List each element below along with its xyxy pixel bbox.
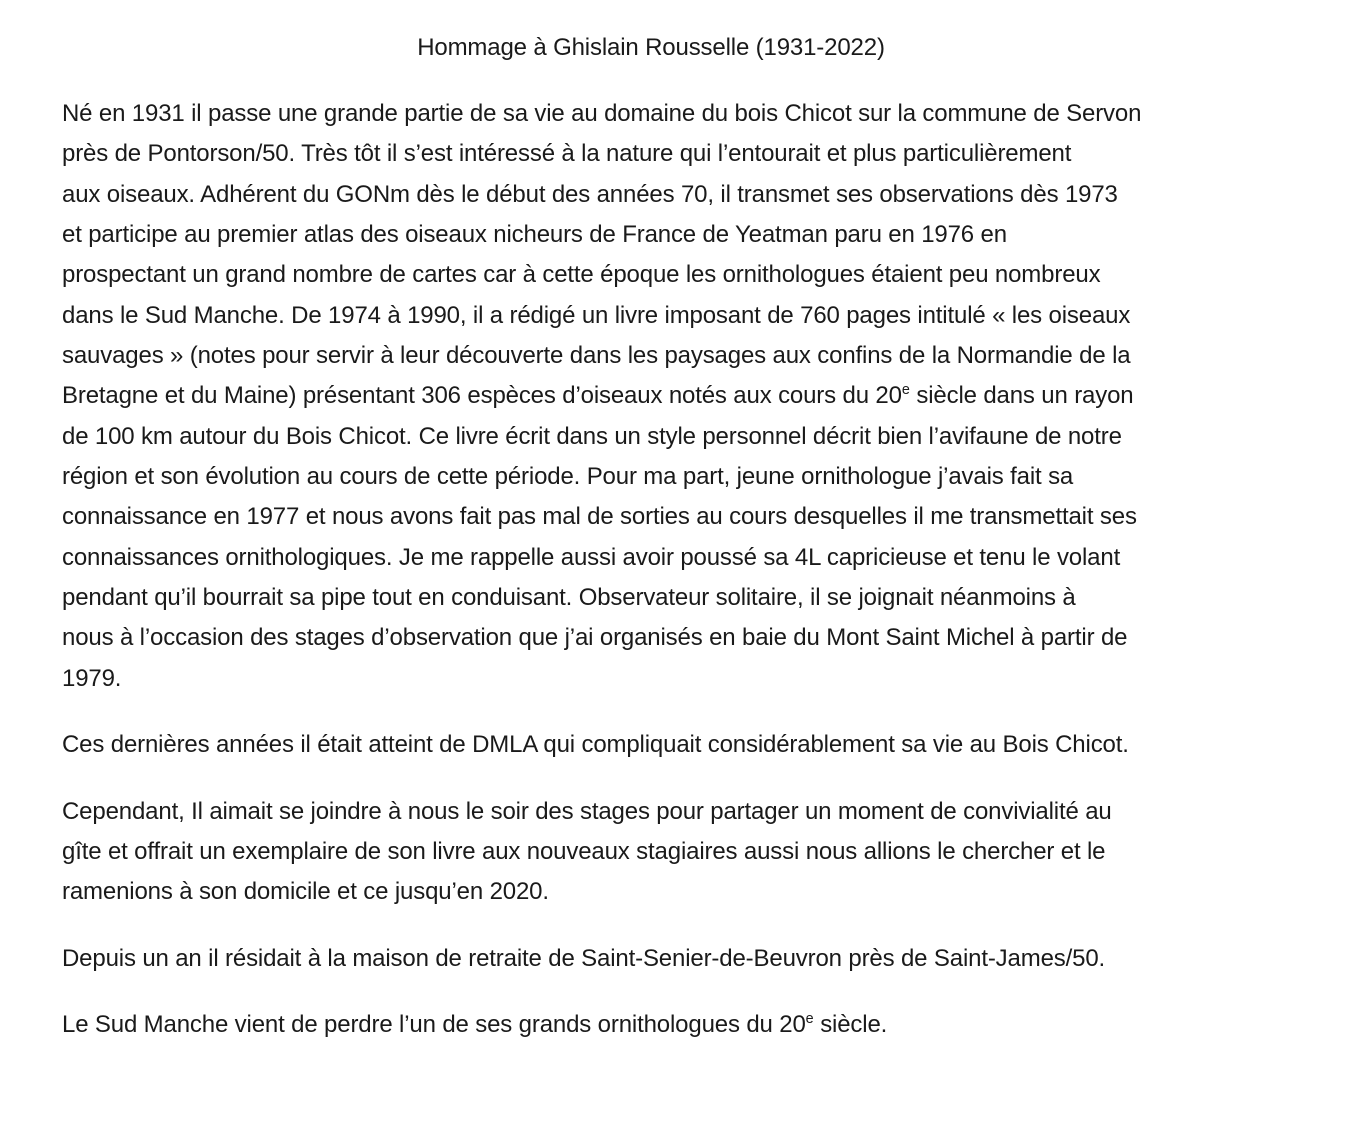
text-line: Bretagne et du Maine) présentant 306 espèces d’oiseaux notés aux cours du 20e siècle dans un rayon [62,382,1134,410]
text-line: nous à l’occasion des stages d’observation que j’ai organisés en baie du Mont Saint Michel à partir de [62,624,1128,652]
text-line: connaissance en 1977 et nous avons fait pas mal de sorties au cours desquelles il me transmettait ses [62,503,1137,531]
text-line: dans le Sud Manche. De 1974 à 1990, il a rédigé un livre imposant de 760 pages intitulé « les oiseaux [62,301,1131,329]
text-line: Né en 1931 il passe une grande partie de sa vie au domaine du bois Chicot sur la commune de Servon [62,100,1142,127]
text-line: gîte et offrait un exemplaire de son livre aux nouveaux stagiaires aussi nous allions le chercher et le [62,837,1106,865]
paragraph [62,939,1290,979]
text-line: aux oiseaux. Adhérent du GONm dès le début des années 70, il transmet ses observations dès 1973 [62,180,1118,208]
text-line: près de Pontorson/50. Très tôt il s’est intéressé à la nature qui l’entourait et plus particulièrement [62,140,1072,168]
text-line: et participe au premier atlas des oiseaux nicheurs de France de Yeatman paru en 1976 en [62,221,1007,249]
text-line: de 100 km autour du Bois Chicot. Ce livre écrit dans un style personnel décrit bien l’avifaune de notre [62,422,1122,450]
text-line: Le Sud Manche vient de perdre l’un de ses grands ornithologues du 20e siècle. [62,1010,888,1038]
paragraph [62,94,1290,699]
text-line: prospectant un grand nombre de cartes car à cette époque les ornithologues étaient peu nombreux [62,261,1101,289]
document-body [62,94,1290,1045]
superscript-text: e [805,1010,814,1027]
text-line: 1979. [62,664,122,692]
text-line: Cependant, Il aimait se joindre à nous le soir des stages pour partager un moment de convivialité au [62,797,1112,825]
text-line: Depuis un an il résidait à la maison de retraite de Saint-Senier-de-Beuvron près de Saint-James/50. [62,944,1106,972]
paragraph [62,1005,1290,1045]
document-title: Hommage à Ghislain Rousselle (1931-2022) [417,34,885,61]
paragraph [62,725,1290,765]
text-line: région et son évolution au cours de cette période. Pour ma part, jeune ornithologue j’avais fait sa [62,463,1074,491]
text-line: Ces dernières années il était atteint de DMLA qui compliquait considérablement sa vie au Bois Chicot. [62,731,1129,759]
text-line: ramenions à son domicile et ce jusqu’en 2020. [62,878,549,906]
superscript-text: e [901,382,910,399]
paragraph [62,792,1290,913]
text-line: pendant qu’il bourrait sa pipe tout en conduisant. Observateur solitaire, il se joignait néanmoins à [62,584,1076,612]
text-line: connaissances ornithologiques. Je me rappelle aussi avoir poussé sa 4L capricieuse et tenu le volant [62,543,1121,571]
text-line: sauvages » (notes pour servir à leur découverte dans les paysages aux confins de la Normandie de la [62,342,1131,370]
